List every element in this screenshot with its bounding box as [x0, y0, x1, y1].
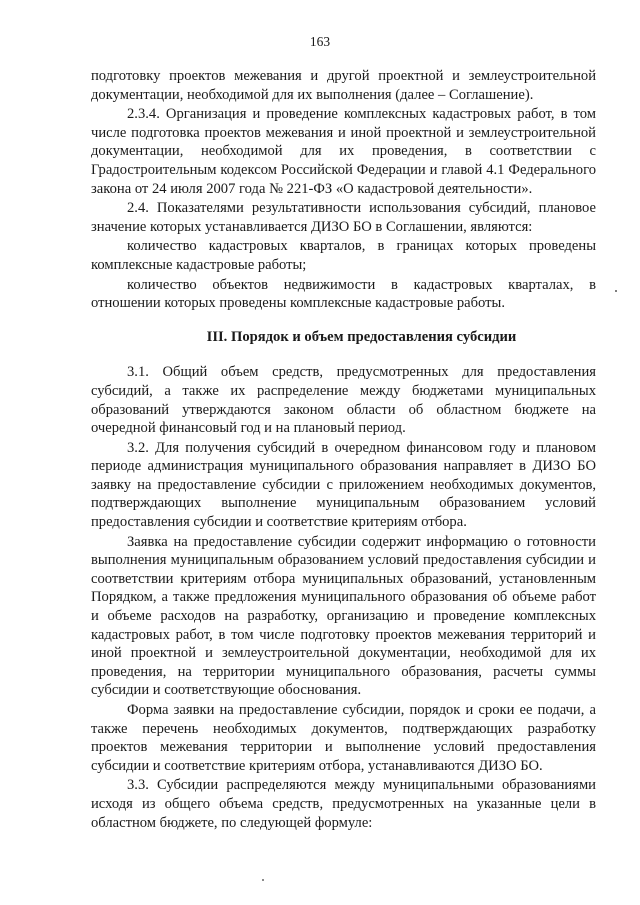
section-three-text [91, 363, 596, 832]
paragraph: подготовку проектов межевания и другой проектной и землеустроительной документации, необходимой для их выполнения (далее – Соглашение). [91, 68, 596, 103]
section-two-text [91, 67, 596, 313]
scan-speck [262, 879, 264, 881]
paragraph: количество кадастровых кварталов, в границах которых проведены комплексные кадастровые работы; [91, 238, 596, 273]
paragraph: Форма заявки на предоставление субсидии, порядок и сроки ее подачи, а также перечень необходимых документов, подтверждающих разработку проектов межевания территории и выполнение условий предоставления субсидии и соответствие критериям отбора, устанавливаются ДИЗО БО. [91, 702, 596, 774]
paragraph: 3.2. Для получения субсидий в очередном финансовом году и плановом периоде администрация муниципального образования направляет в ДИЗО БО заявку на предоставление субсидии с приложением необходимых документов, подтверждающих выполнение муниципальным образованием условий предоставления субсидии и соответствие критериям отбора. [91, 439, 596, 531]
paragraph: количество объектов недвижимости в кадастровых кварталах, в отношении которых проведены комплексные кадастровые работы. [91, 276, 596, 312]
document-body [91, 67, 596, 833]
paragraph: Заявка на предоставление субсидии содержит информацию о готовности выполнения муниципальным образованием условий предоставления субсидии и соответствии критериям отбора муниципальных образований, установленным Порядком, а также предложения муниципального образования об объеме работ и объеме расходов на разработку, организацию и проведение комплексных кадастровых работ, в том числе подготовку проектов межевания территорий и иной проектной и землеустроительной документации, необходимой для их проведения, на территории муниципального образования, расчеты суммы субсидии и соответствующие обоснования. [91, 533, 596, 699]
paragraph: 3.1. Общий объем средств, предусмотренных для предоставления субсидий, а также их распределение между бюджетами муниципальных образований утверждаются законом области об областном бюджете на очередной финансовый год и на плановый период. [91, 364, 596, 437]
scan-speck [615, 290, 617, 292]
section-heading: III. Порядок и объем предоставления субсидии [206, 328, 517, 345]
paragraph: 2.4. Показателями результативности использования субсидий, плановое значение которых устанавливается ДИЗО БО в Соглашении, являются: [91, 200, 596, 235]
paragraph: 2.3.4. Организация и проведение комплексных кадастровых работ, в том числе подготовка проектов межевания и иной проектной и землеустроительной документации, необходимой для их проведения, в соответствии с Градостроительным кодексом Российской Федерации и главой 4.1 Федерального закона от 24 июля 2007 года № 221-ФЗ «О кадастровой деятельности». [91, 106, 596, 197]
paragraph: 3.3. Субсидии распределяются между муниципальными образованиями исходя из общего объема средств, предусмотренных на указанные цели в областном бюджете, по следующей формуле: [91, 777, 596, 831]
page-number: 163 [309, 34, 331, 49]
